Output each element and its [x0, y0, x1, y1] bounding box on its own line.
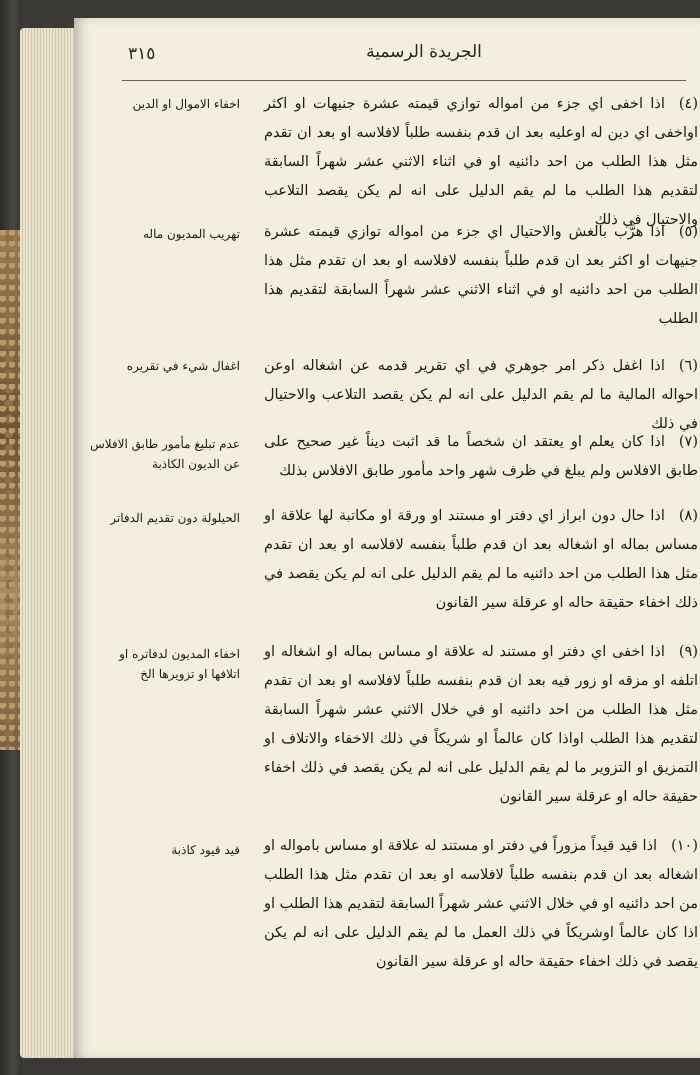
page-header — [74, 44, 700, 74]
article-number: (١٠) — [671, 838, 698, 854]
article-number: (٧) — [678, 434, 698, 450]
article-body: اذا قيد قيداً مزوراً في دفتر او مستند له علاقة او مساس بامواله او اشغاله بعد ان قدم بنفسه طلباً لافلاسه او بعد ان تقدم مثل هذا الطلب من احد دائنيه او في خلال الاثني عشر شهراً السابقة لتقديم هذا الطلب او اذا كان عالماً اوشريكاً في ذلك العمل ما لم يقم الدليل على انه لم يكن يقصد في ذلك اخفاء حقيقة حاله او عرقلة سير القانون — [264, 838, 698, 970]
page-number: ٣١٥ — [128, 44, 156, 64]
article-body: اذا اخفى اي دفتر او مستند له علاقة او مساس بماله او اشغاله او اتلفه او مزقه او زور فيه بعد ان قدم بنفسه طلباً لافلاسه او بعد ان تقدم مثل هذا الطلب من احد دائنيه او في خلال الاثني عشر شهراً السابقة لتقديم هذا الطلب اواذا كان عالماً او شريكاً في ذلك الاخفاء والاتلاف او التمزيق او التزوير ما لم يقم الدليل على انه لم يكن يقصد في ذلك اخفاء حقيقة حاله او عرقلة سير القانون — [264, 644, 698, 805]
article-text — [264, 638, 698, 812]
article-body: اذا كان يعلم او يعتقد ان شخصاً ما قد اثبت ديناً غير صحيح على طابق الافلاس ولم يبلغ في ظرف شهر واحد مأمور طابق الافلاس بذلك — [264, 434, 698, 479]
article-number: (٥) — [678, 224, 698, 240]
margin-note: اغفال شيء في تقريره — [126, 359, 240, 373]
article-number: (٨) — [678, 508, 698, 524]
article-body: اذا اخفى اي جزء من امواله توازي قيمته عشرة جنيهات او اكثر اواخفى اي دين له اوعليه بعد ان قدم بنفسه طلباً لافلاسه او بعد ان تقدم مثل هذا الطلب من احد دائنيه او في اثناء الاثني عشر شهراً السابقة لتقديم هذا الطلب ما لم يقم الدليل على انه لم يكن يقصد التلاعب والاحتيال في ذلك — [264, 96, 698, 228]
article-text — [264, 502, 698, 618]
margin-note: تهريب المديون ماله — [143, 227, 240, 241]
article-text — [264, 352, 698, 439]
article-number: (٤) — [678, 96, 698, 112]
article-text — [264, 428, 698, 486]
margin-note: اخفاء المديون لدفاتره او اتلافها او تزويرها الخ — [119, 647, 240, 681]
margin-note: الحيلولة دون تقديم الدفاتر — [110, 511, 240, 525]
article-body: اذا اغفل ذكر امر جوهري في اي تقرير قدمه عن اشغاله اوعن احواله المالية ما لم يقم الدليل على انه لم يكن يقصد التلاعب والاحتيال في ذلك — [264, 358, 698, 432]
article-text — [264, 832, 698, 977]
margin-note: قيد قيود كاذبة — [171, 843, 240, 857]
article-number: (٩) — [678, 644, 698, 660]
article-text — [264, 90, 698, 235]
article-text — [264, 218, 698, 334]
article-number: (٦) — [678, 358, 698, 374]
header-rule — [122, 80, 686, 81]
marbled-cover-edge — [0, 230, 20, 750]
document-page — [74, 18, 700, 1058]
margin-note: اخفاء الاموال او الدين — [132, 97, 240, 111]
margin-note: عدم تبليغ مأمور طابق الافلاس عن الديون الكاذبة — [90, 437, 240, 471]
article-body: اذا هرَّب بالغش والاحتيال اي جزء من امواله توازي قيمته عشرة جنيهات او اكثر بعد ان قدم طلباً بنفسه لافلاسه او بعد ان تقدم مثل هذا الطلب من احد دائنيه او في اثناء الاثني عشر شهراً السابقة لتقديم هذا الطلب — [264, 224, 698, 327]
article-body: اذا حال دون ابراز اي دفتر او مستند او ورقة او مكاتبة لها علاقة او مساس بماله او اشغاله بعد ان قدم طلباً بنفسه لافلاسه او بعد ان تقدم مثل هذا الطلب من احد دائنيه ما لم يقم الدليل على انه لم يكن يقصد في ذلك اخفاء حقيقة حاله او عرقلة سير القانون — [264, 508, 698, 611]
page-edges — [20, 28, 78, 1058]
running-title: الجريدة الرسمية — [366, 42, 482, 62]
